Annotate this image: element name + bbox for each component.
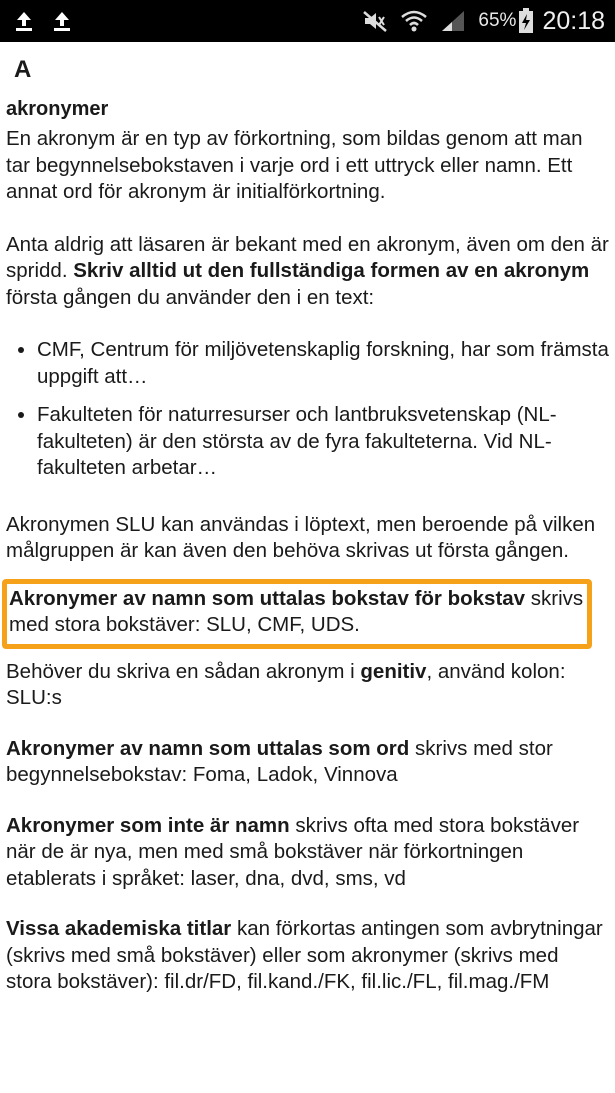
highlighted-rule-rest: skrivs med stora bokstäver: SLU, CMF, UDS. [9,586,584,636]
battery-percent: 65% [478,10,517,31]
list-item: • CMF, Centrum för miljövetenskaplig forskning, har som främsta uppgift att… [37,337,609,390]
genitive-bold: genitiv [360,659,427,683]
signal-icon [440,9,466,33]
word-acronym-rest: skrivs med stor begynnelsebokstav: Foma, Ladok, Vinnova [6,736,553,786]
slu-paragraph: Akronymen SLU kan användas i löptext, men beroende på vilken målgruppen är kan även den behöva skrivas ut första gången. [6,512,596,562]
genitive-text: Behöver du skriva en sådan akronym i [6,659,361,683]
clock: 20:18 [542,6,605,35]
mute-icon [362,9,388,33]
status-left [14,10,90,32]
status-bar [0,0,615,42]
advice-bold: Skriv alltid ut den fullständiga formen av en akronym [73,259,590,282]
non-name-paragraph [6,813,609,893]
non-name-bold: Akronymer som inte är namn [6,813,290,837]
highlighted-rule[interactable] [2,579,592,649]
upload-icon [14,10,34,32]
word-acronym-bold: Akronymer av namn som uttalas som ord [6,736,410,760]
titles-rest: kan förkortas antingen som avbrytningar (skrivs med små bokstäver) eller som akronymer (skrivs med stora bokstäver): fil.dr/FD, fil.kand./FK, fil.lic./FL, fil.mag./FM [6,917,603,993]
article [0,56,615,996]
letter-heading: A [14,56,32,83]
advice-paragraph [6,232,609,312]
wifi-icon [400,9,428,33]
definition-paragraph: En akronym är en typ av förkortning, som bildas genom att man tar begynnelsebokstaven i varje ord i ett uttryck eller namn. Ett annat ord för akronym är initialförkortning. [6,127,583,203]
battery-icon [518,8,534,34]
upload-icon [52,10,72,32]
list-item: • Fakulteten för naturresurser och lantbruksvetenskap (NL-fakulteten) är den största av de fyra fakulteterna. Vid NL-fakulteten arbetar… [37,402,609,482]
genitive-text-end: , använd kolon: SLU:s [6,659,566,709]
word-acronym-paragraph [6,736,609,789]
highlighted-rule-text [9,586,587,639]
example-list [6,337,609,482]
advice-text: Anta aldrig att läsaren är bekant med en akronym, även om den är spridd. [6,232,609,282]
titles-paragraph [6,916,609,996]
advice-text-end: första gången du använder den i en text: [6,285,375,309]
titles-bold: Vissa akademiska titlar [6,917,232,940]
genitive-paragraph [6,659,609,712]
term-heading: akronymer [6,98,109,120]
status-right [350,7,605,36]
non-name-rest: skrivs ofta med stora bokstäver när de är nya, men med små bokstäver när förkortningen etablerats i språket: laser, dna, dvd, sms, vd [6,813,580,890]
highlighted-rule-bold: Akronymer av namn som uttalas bokstav för bokstav [9,586,526,610]
